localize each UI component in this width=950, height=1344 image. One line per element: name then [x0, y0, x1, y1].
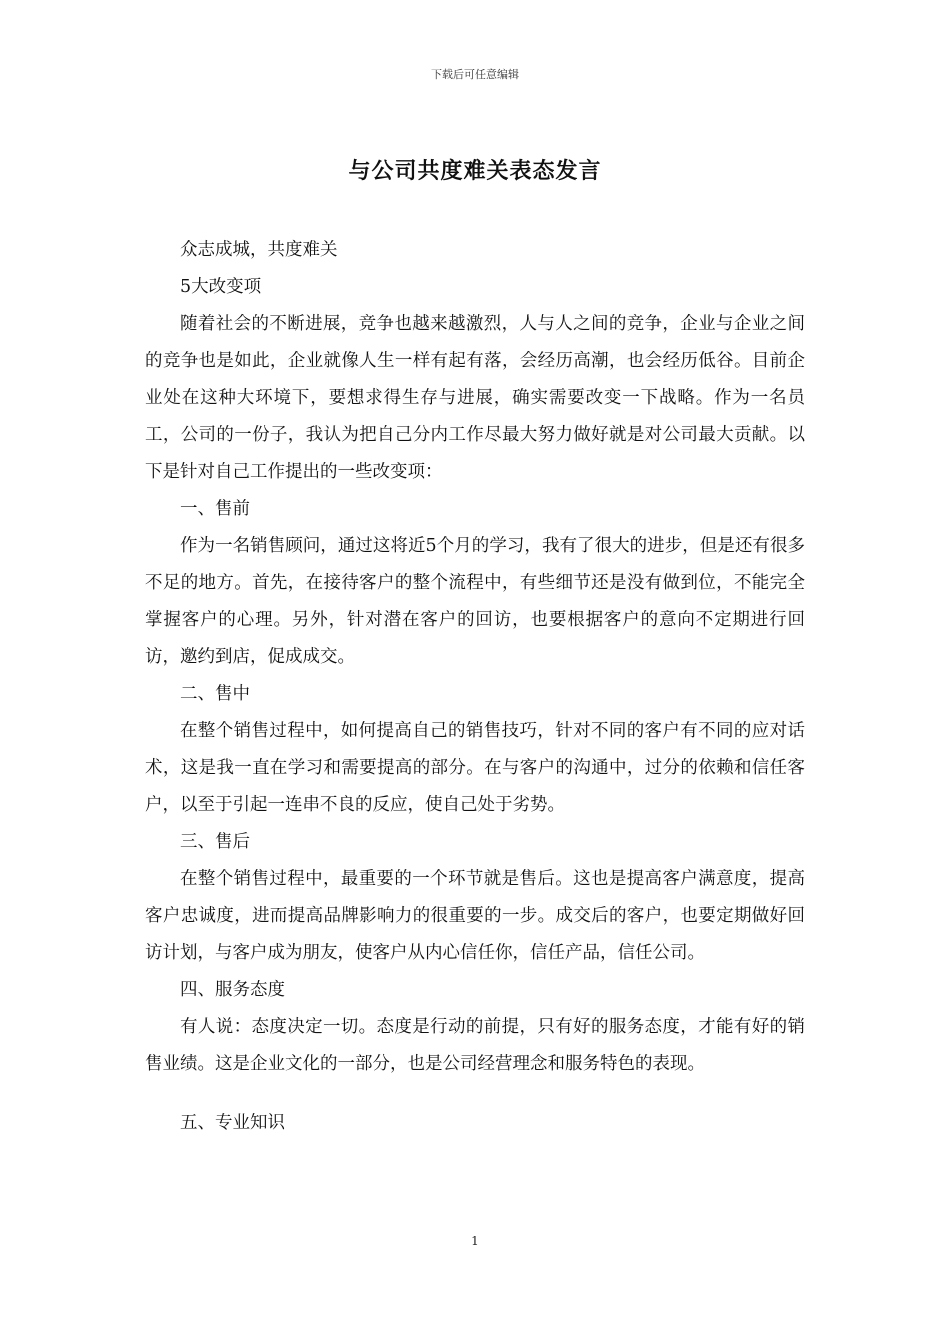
paragraph-presale: 作为一名销售顾问，通过这将近5个月的学习，我有了很大的进步，但是还有很多不足的地方。首先，在接待客户的整个流程中，有些细节还是没有做到位，不能完全掌握客户的心理。另外，针对潜在客户的回访，也要根据客户的意向不定期进行回访，邀约到店，促成成交。 — [145, 536, 805, 667]
paragraph-service-attitude: 有人说：态度决定一切。态度是行动的前提，只有好的服务态度，才能有好的销售业绩。这是企业文化的一部分，也是公司经营理念和服务特色的表现。 — [145, 1017, 805, 1074]
paragraph-aftersale: 在整个销售过程中，最重要的一个环节就是售后。这也是提高客户满意度，提高客户忠诚度，进而提高品牌影响力的很重要的一步。成交后的客户，也要定期做好回访计划，与客户成为朋友，使客户从内心信任你，信任产品，信任公司。 — [145, 869, 805, 963]
section-heading-presale: 一、售前 — [180, 499, 250, 519]
paragraph-insale: 在整个销售过程中，如何提高自己的销售技巧，针对不同的客户有不同的应对话术，这是我一直在学习和需要提高的部分。在与客户的沟通中，过分的依赖和信任客户，以至于引起一连串不良的反应，使自己处于劣势。 — [145, 721, 805, 815]
paragraph-intro: 随着社会的不断进展，竞争也越来越激烈，人与人之间的竞争，企业与企业之间的竞争也是如此，企业就像人生一样有起有落，会经历高潮，也会经历低谷。目前企业处在这种大环境下，要想求得生存与进展，确实需要改变一下战略。作为一名员工，公司的一份子，我认为把自己分内工作尽最大努力做好就是对公司最大贡献。以下是针对自己工作提出的一些改变项： — [145, 314, 805, 482]
page-number: 1 — [471, 1234, 479, 1248]
page-header-note: 下载后可任意编辑 — [431, 68, 519, 81]
section-heading-aftersale: 三、售后 — [180, 832, 250, 852]
document-title: 与公司共度难关表态发言 — [348, 158, 602, 184]
section-heading-service-attitude: 四、服务态度 — [180, 980, 285, 1000]
document-body — [145, 232, 805, 1142]
paragraph-subtitle: 5大改变项 — [180, 277, 262, 297]
paragraph-spacer — [145, 1083, 805, 1105]
section-heading-professional-knowledge: 五、专业知识 — [180, 1113, 285, 1133]
section-heading-insale: 二、售中 — [180, 684, 250, 704]
paragraph-slogan: 众志成城，共度难关 — [180, 240, 338, 260]
